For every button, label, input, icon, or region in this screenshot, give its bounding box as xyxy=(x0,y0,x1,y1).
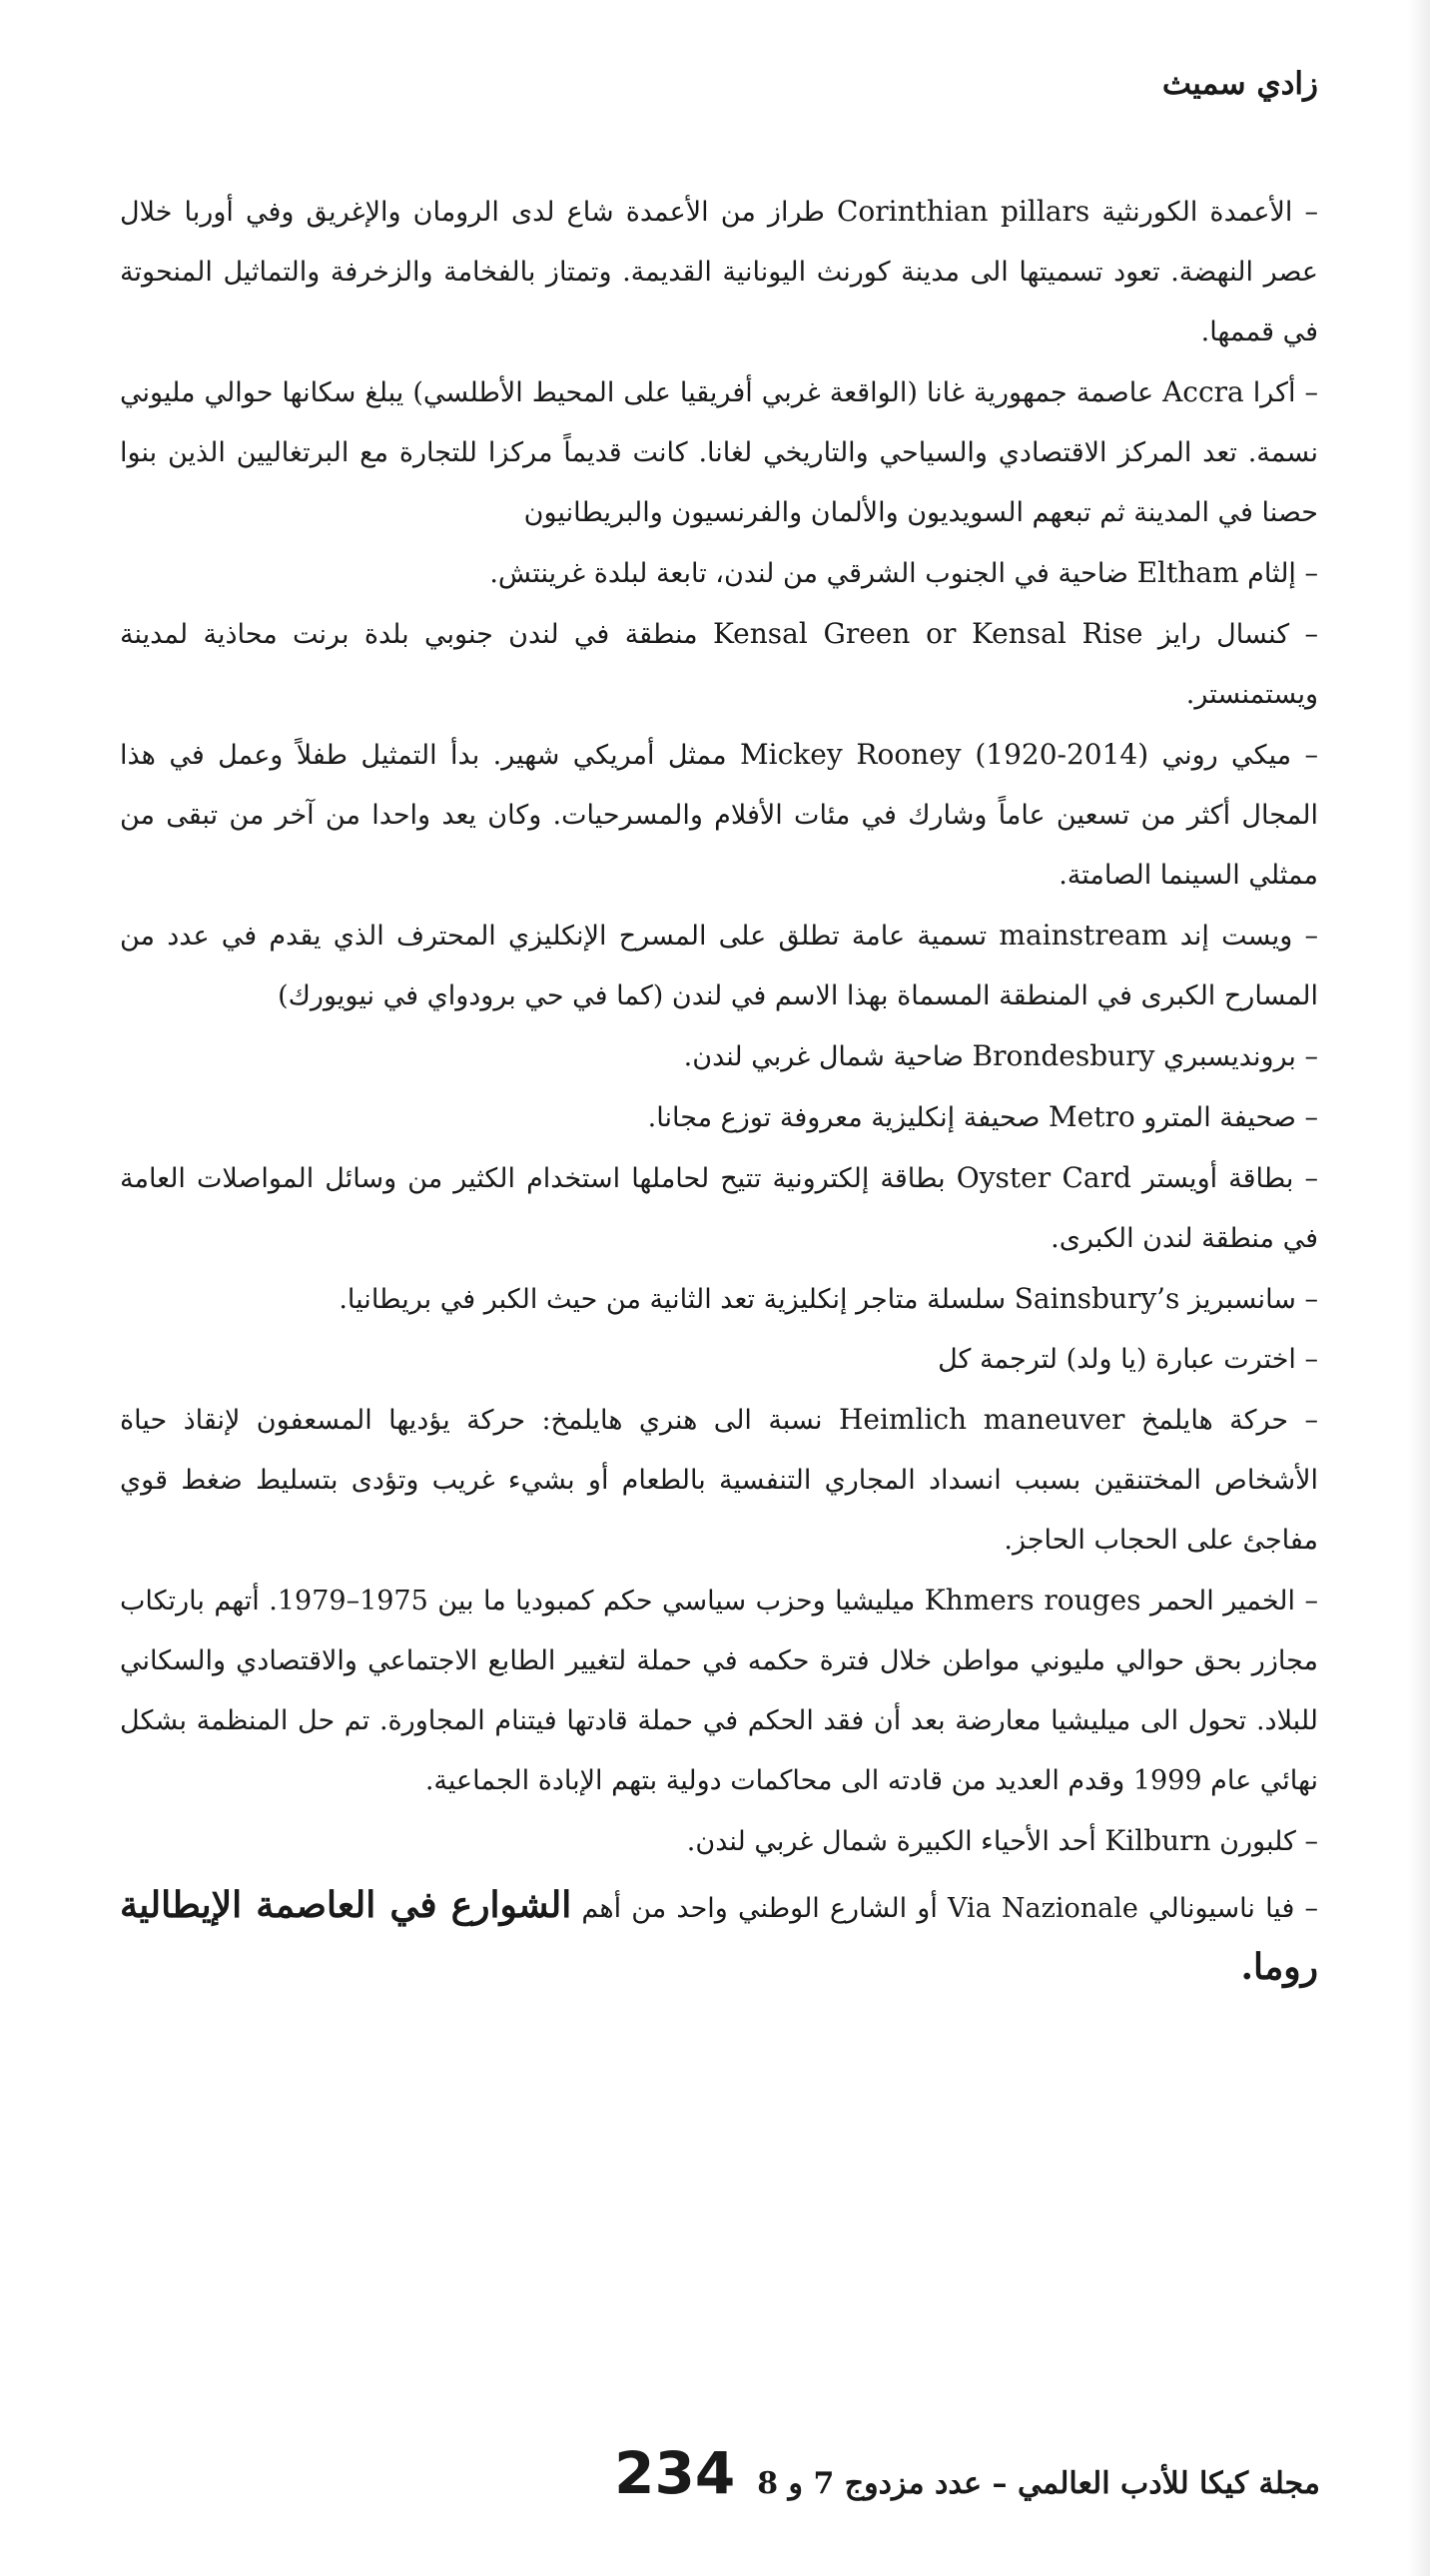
translator-notes xyxy=(120,182,1318,1996)
note-kilburn: – كلبورن Kilburn أحد الأحياء الكبيرة شمال غربي لندن. xyxy=(686,1824,1318,1857)
note-latin-term: Accra xyxy=(1162,375,1244,408)
note-translation-choice: – اخترت عبارة (يا ولد) لترجمة كل xyxy=(938,1344,1318,1375)
note-metro: – صحيفة المترو Metro صحيفة إنكليزية معروفة توزع مجانا. xyxy=(647,1100,1318,1133)
note-brondesbury: – برونديسبري Brondesbury ضاحية شمال غربي لندن. xyxy=(683,1039,1318,1072)
running-header-author: زادي سميث xyxy=(1161,66,1318,102)
note-corinthian: – الأعمدة الكورنثية Corinthian pillars طراز من الأعمدة شاع لدى الرومان والإغريق وفي أوربا خلال عصر النهضة. تعود تسميتها الى مدينة كورنث اليونانية القديمة. وتمتاز بالفخامة والزخرفة والتماثيل المنحوتة في قممها. xyxy=(120,195,1318,347)
note-khmer-rouge: – الخمير الحمر Khmers rouges ميليشيا وحزب سياسي حكم كمبوديا ما بين 1975–1979. أتهم بارتكاب مجازر بحق حوالي مليوني مواطن خلال فترة حكمه في حملة لتغيير الطابع الاجتماعي والاقتصادي والسكاني للبلاد. تحول الى ميليشيا معارضة بعد أن فقد الحكم في حملة قادتها فيتنام المجاورة. تم حل المنظمة بشكل نهائي عام 1999 وقدم العديد من قادته الى محاكمات دولية بتهم الإبادة الجماعية. xyxy=(120,1584,1318,1796)
page-footer xyxy=(614,2439,1320,2507)
journal-title: مجلة كيكا للأدب العالمي – عدد مزدوج 7 و 8 xyxy=(757,2466,1320,2501)
note-mickey-rooney: – ميكي روني Mickey Rooney (1920-2014) ممثل أمريكي شهير. بدأ التمثيل طفلاً وعمل في هذا المجال أكثر من تسعين عاماً وشارك في مئات الأفلام والمسرحيات. وكان يعد واحدا من آخر من تبقى من ممثلي السينما الصامتة. xyxy=(120,738,1318,891)
note-latin-term: Metro xyxy=(1048,1100,1135,1133)
note-kensal: – كنسال رايز Kensal Green or Kensal Rise منطقة في لندن جنوبي بلدة برنت محاذية لمدينة ويستمنستر. xyxy=(120,617,1318,710)
note-accra: – أكرا Accra عاصمة جمهورية غانا (الواقعة غربي أفريقيا على المحيط الأطلسي) يبلغ سكانها حوالي مليوني نسمة. تعد المركز الاقتصادي والسياحي والتاريخي لغانا. كانت قديماً مركزا للتجارة مع البرتغاليين الذين بنوا حصنا في المدينة ثم تبعهم السويديون والألمان والفرنسيون والبريطانيون xyxy=(120,375,1318,528)
note-oyster-card: – بطاقة أويستر Oyster Card بطاقة إلكترونية تتيح لحاملها استخدام الكثير من وسائل المواصلات العامة في منطقة لندن الكبرى. xyxy=(120,1161,1318,1254)
note-latin-term: Brondesbury xyxy=(972,1039,1155,1072)
note-latin-term: Khmers rouges xyxy=(924,1584,1141,1616)
note-latin-term: Sainsbury’s xyxy=(1014,1282,1180,1315)
note-latin-term: Corinthian pillars xyxy=(836,195,1090,228)
note-eltham: – إلثام Eltham ضاحية في الجنوب الشرقي من لندن، تابعة لبلدة غرينتش. xyxy=(489,556,1318,589)
page-edge-shadow xyxy=(1408,0,1430,2576)
note-latin-term: Oyster Card xyxy=(956,1161,1131,1194)
note-latin-term: Mickey Rooney (1920-2014) xyxy=(740,738,1149,771)
note-west-end: – ويست إند mainstream تسمية عامة تطلق على المسرح الإنكليزي المحترف الذي يقدم في عدد من المسارح الكبرى في المنطقة المسماة بهذا الاسم في لندن (كما في حي برودواي في نيويورك) xyxy=(120,919,1319,1011)
note-sainsburys: – سانسبريز Sainsbury’s سلسلة متاجر إنكليزية تعد الثانية من حيث الكبر في بريطانيا. xyxy=(339,1282,1318,1315)
note-heimlich: – حركة هايلمخ Heimlich maneuver نسبة الى هنري هايلمخ: حركة يؤديها المسعفون لإنقاذ حياة الأشخاص المختنقين بسبب انسداد المجاري التنفسية بالطعام أو بشيء غريب وتؤدى بتسليط ضغط قوي مفاجئ على الحجاب الحاجز. xyxy=(120,1403,1318,1556)
note-latin-term: Kensal Green or Kensal Rise xyxy=(712,617,1143,650)
note-via-nazionale: – فيا ناسيونالي Via Nazionale أو الشارع الوطني واحد من أهم الشوارع في العاصمة الإيطالية روما. xyxy=(120,1884,1319,1988)
page-number: 234 xyxy=(614,2439,736,2507)
note-latin-term: Eltham xyxy=(1136,556,1239,589)
note-latin-term: Kilburn xyxy=(1104,1824,1211,1857)
note-latin-term: Via Nazionale xyxy=(947,1893,1138,1924)
note-latin-term: mainstream xyxy=(999,919,1168,952)
note-latin-term: Heimlich maneuver xyxy=(838,1403,1125,1436)
